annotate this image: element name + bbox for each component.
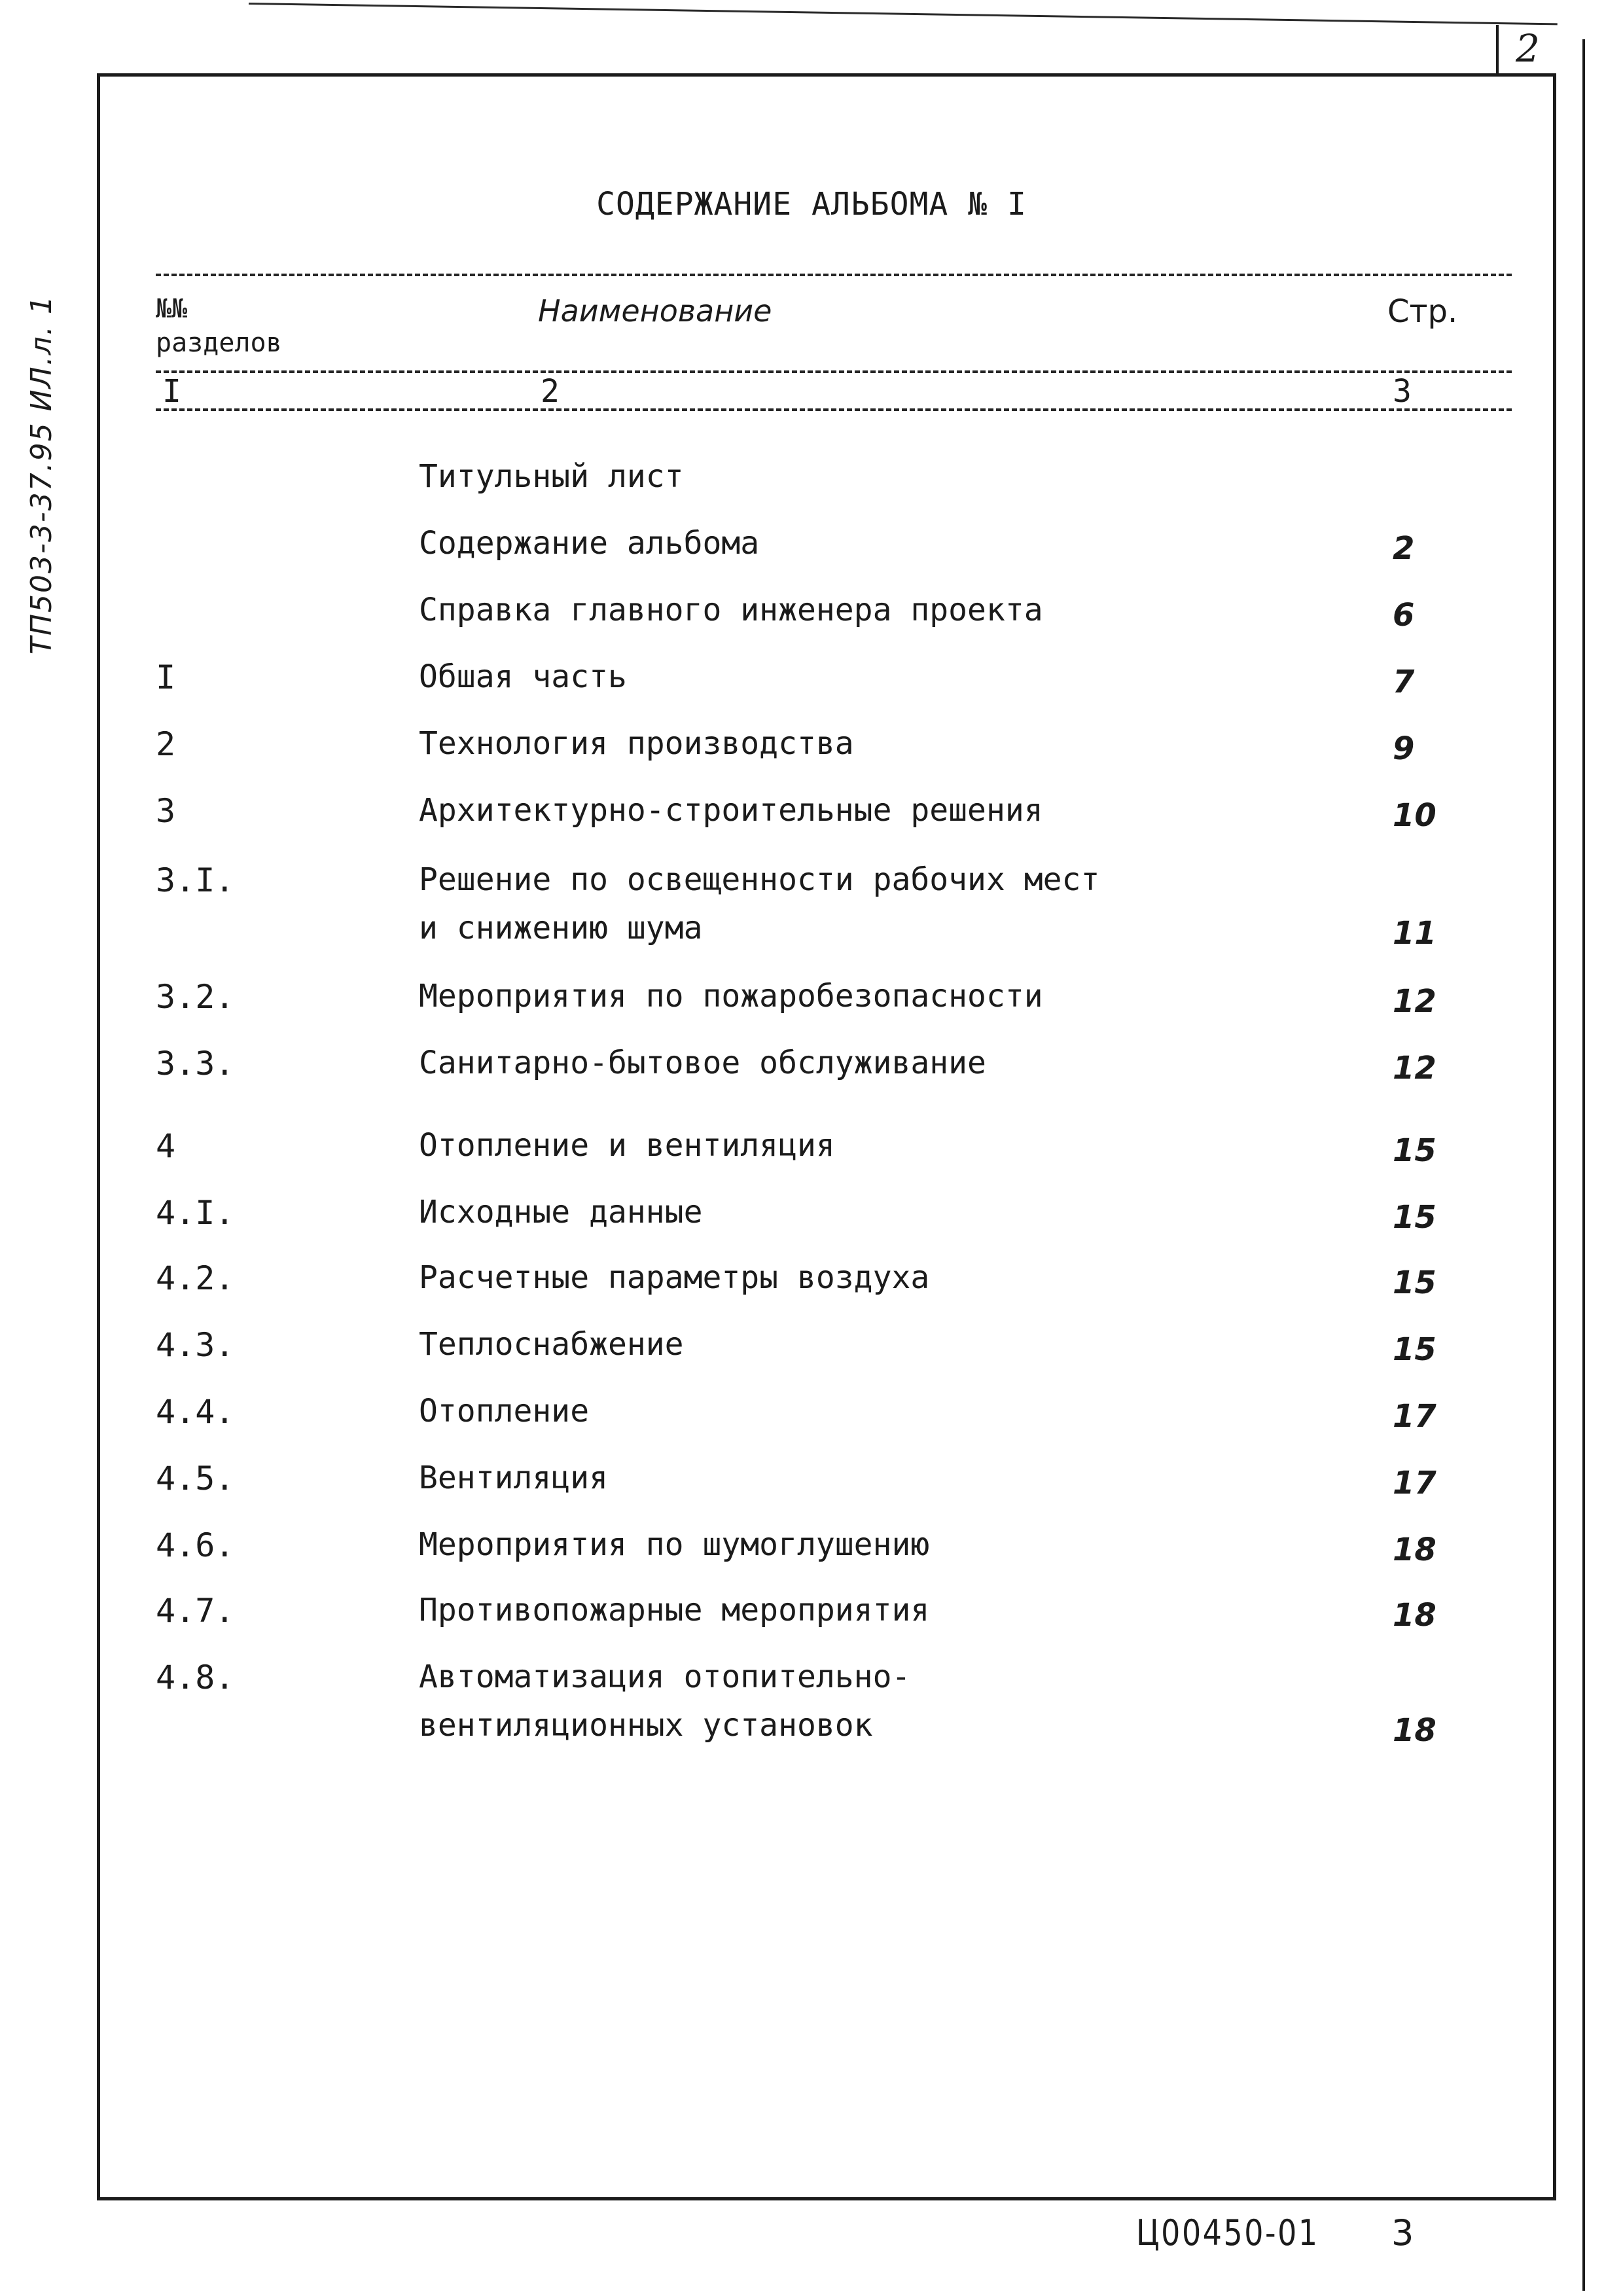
section-page: 17 <box>1393 1465 1436 1501</box>
section-number: 4.4. <box>156 1393 235 1431</box>
section-number: 3 <box>156 792 176 830</box>
side-document-code: ТП503-3-37.95 ИЛ.л. 1 <box>25 295 58 655</box>
section-page: 9 <box>1393 730 1415 767</box>
section-number: 4.I. <box>156 1194 235 1232</box>
section-title: Справка главного инженера проекта <box>419 592 1043 628</box>
section-page: 17 <box>1393 1398 1436 1435</box>
section-page: 15 <box>1393 1265 1436 1301</box>
footer-document-code: Ц00450-01 <box>1136 2212 1319 2253</box>
toc-row <box>0 592 1623 634</box>
section-number: 4.6. <box>156 1526 235 1564</box>
page-title: СОДЕРЖАНИЕ АЛЬБОМА № I <box>596 186 1027 223</box>
section-page: 15 <box>1393 1331 1436 1368</box>
column-header-name: Наименование <box>538 293 772 329</box>
section-title: Решение по освещенности рабочих мест <box>419 861 1100 898</box>
section-title: Исходные данные <box>419 1194 703 1230</box>
toc-row <box>0 458 1623 497</box>
toc-row <box>0 1659 1623 1749</box>
section-title: Содержание альбома <box>419 525 760 562</box>
section-number: 4.8. <box>156 1659 235 1696</box>
section-title: Теплоснабжение <box>419 1326 684 1363</box>
toc-row <box>0 1045 1623 1084</box>
column-header-number: №№ разделов <box>156 294 282 358</box>
section-number: 4.2. <box>156 1259 235 1297</box>
section-title: Автоматизация отопительно- <box>419 1659 911 1695</box>
toc-row <box>0 1127 1623 1169</box>
section-title: Санитарно-бытовое обслуживание <box>419 1045 986 1081</box>
section-number: 2 <box>156 725 176 763</box>
section-page: 18 <box>1393 1532 1436 1568</box>
section-number: 4.7. <box>156 1592 235 1630</box>
section-page: 12 <box>1393 1050 1436 1086</box>
section-number: I <box>156 658 176 696</box>
section-number: 3.I. <box>156 861 235 899</box>
toc-row <box>0 658 1623 698</box>
section-page: 7 <box>1393 664 1415 700</box>
column-index-name: 2 <box>541 373 560 410</box>
section-number: 4.3. <box>156 1326 235 1364</box>
toc-row <box>0 1194 1623 1236</box>
header-top-rule <box>156 274 1512 276</box>
toc-row <box>0 1393 1623 1435</box>
section-title-continued: и снижению шума <box>419 910 703 946</box>
footer-page-number: 3 <box>1391 2212 1414 2253</box>
section-page: 6 <box>1393 597 1415 634</box>
section-page: 2 <box>1393 530 1415 567</box>
section-page: 12 <box>1393 983 1436 1020</box>
column-index-page: 3 <box>1393 373 1412 410</box>
section-title: Отопление и вентиляция <box>419 1127 835 1164</box>
header-mid-rule <box>156 370 1512 373</box>
header-bottom-rule <box>156 408 1512 411</box>
corner-page-number: 2 <box>1516 26 1540 71</box>
section-number: 4.5. <box>156 1460 235 1498</box>
section-page: 15 <box>1393 1132 1436 1169</box>
section-number: 3.3. <box>156 1045 235 1083</box>
section-number: 3.2. <box>156 978 235 1016</box>
section-page: 10 <box>1393 797 1436 834</box>
toc-row <box>0 1259 1623 1299</box>
toc-row <box>0 861 1623 952</box>
toc-row <box>0 978 1623 1020</box>
toc-row <box>0 1460 1623 1499</box>
toc-row <box>0 725 1623 767</box>
section-title: Технология производства <box>419 725 854 762</box>
section-title: Противопожарные мероприятия <box>419 1592 930 1628</box>
toc-row <box>0 1326 1623 1368</box>
section-page: 18 <box>1393 1597 1436 1634</box>
toc-row <box>0 792 1623 834</box>
scan-top-edge <box>249 3 1558 25</box>
toc-row <box>0 1526 1623 1566</box>
section-title: Мероприятия по шумоглушению <box>419 1526 930 1563</box>
toc-row <box>0 525 1623 567</box>
section-title: Мероприятия по пожаробезопасности <box>419 978 1043 1014</box>
section-title: Расчетные параметры воздуха <box>419 1259 930 1296</box>
section-title: Вентиляция <box>419 1460 608 1496</box>
section-title-continued: вентиляционных установок <box>419 1707 873 1744</box>
section-page: 18 <box>1393 1712 1436 1749</box>
section-number: 4 <box>156 1127 176 1165</box>
section-page: 15 <box>1393 1199 1436 1236</box>
column-header-page: Стр. <box>1387 293 1458 330</box>
section-title: Отопление <box>419 1393 590 1429</box>
section-title: Титульный лист <box>419 458 684 495</box>
toc-row <box>0 1592 1623 1634</box>
section-title: Обшая часть <box>419 658 627 695</box>
section-title: Архитектурно-строительные решения <box>419 792 1043 829</box>
section-page: 11 <box>1393 915 1436 952</box>
column-index-number: I <box>162 373 181 410</box>
